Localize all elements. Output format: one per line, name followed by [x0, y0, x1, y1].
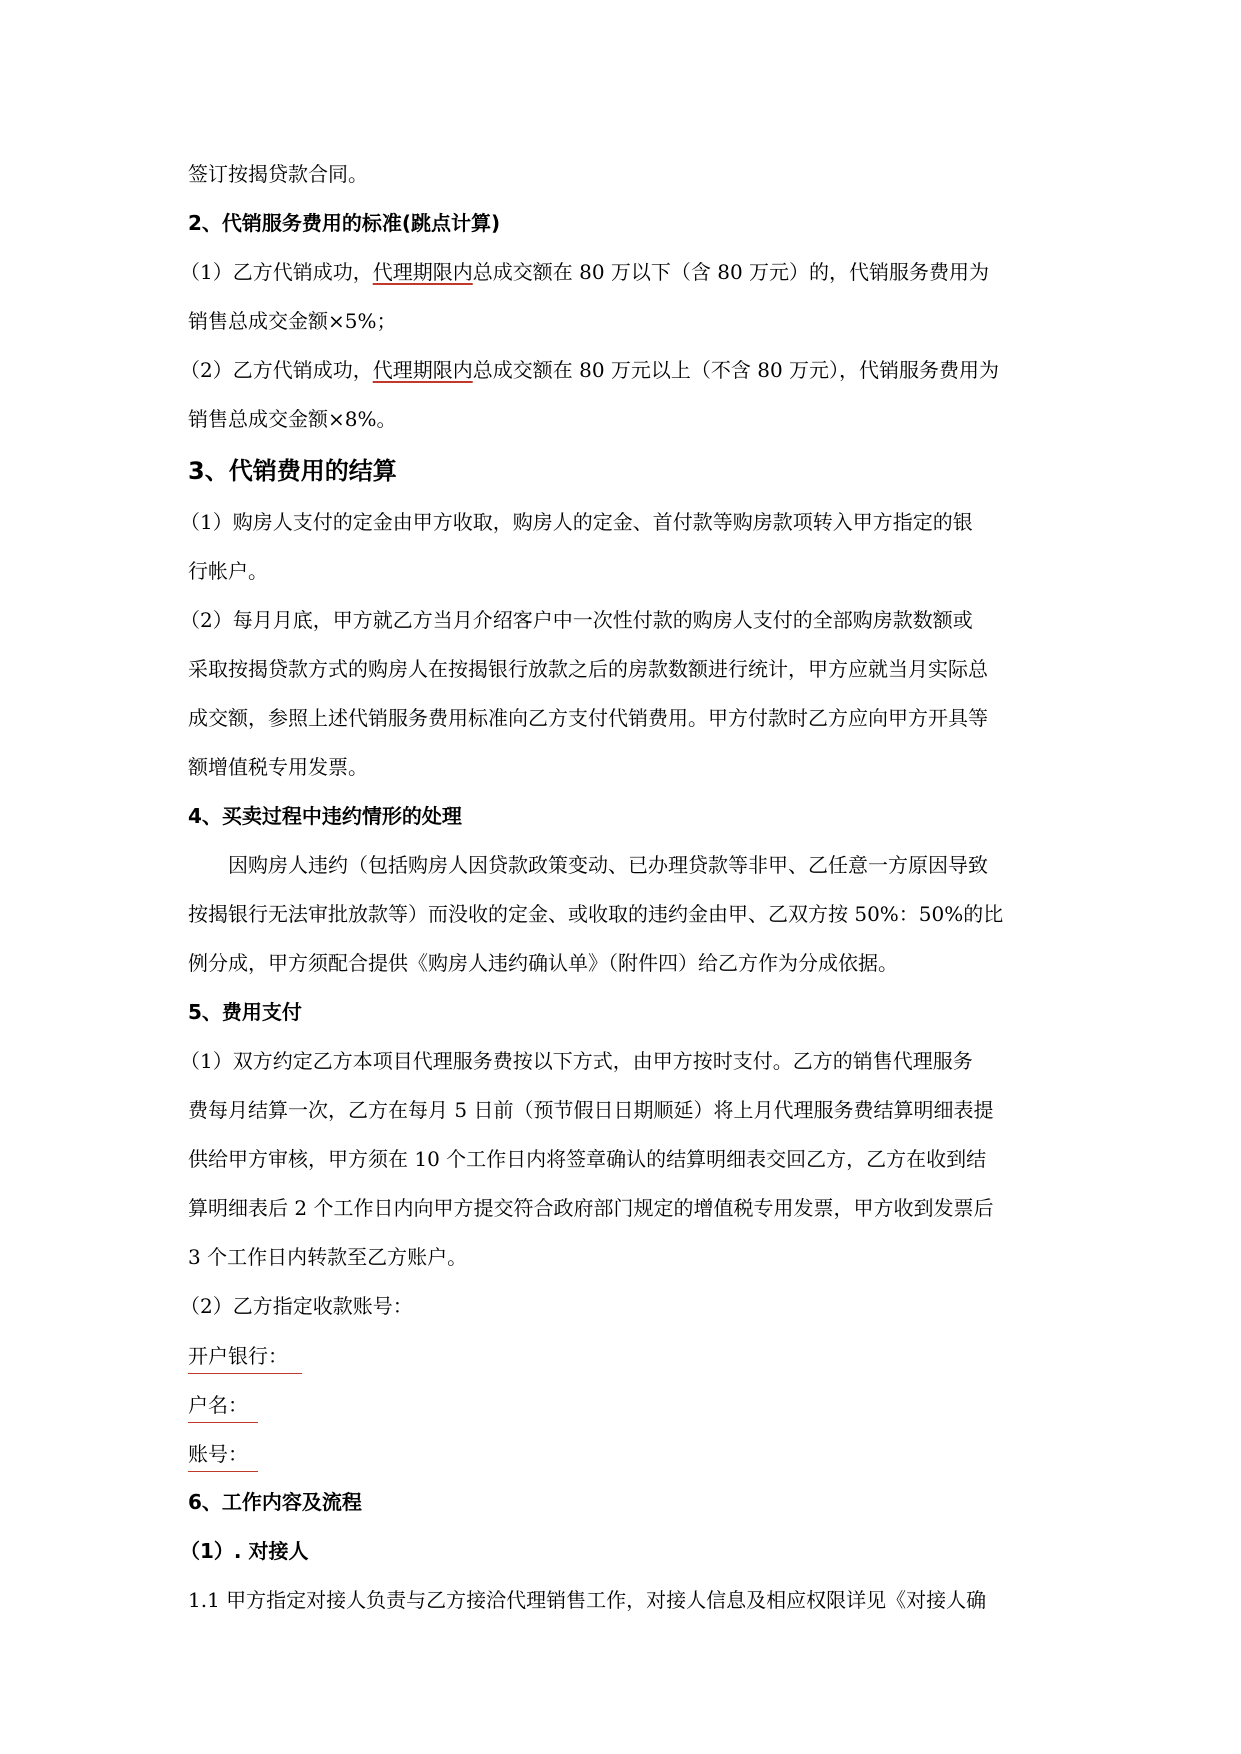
- clause-5-1-cont: 3 个工作日内转款至乙方账户。: [188, 1245, 468, 1269]
- clause-3-2-cont: 成交额，参照上述代销服务费用标准向乙方支付代销费用。甲方付款时乙方应向甲方开具等: [188, 706, 988, 730]
- clause-5-1-cont: 费每月结算一次，乙方在每月 5 日前（预节假日日期顺延）将上月代理服务费结算明细表提: [188, 1098, 994, 1122]
- section-heading-4: 4、买卖过程中违约情形的处理: [188, 804, 462, 828]
- clause-3-1-cont: 行帐户。: [188, 559, 268, 583]
- account-name-field-row: [188, 1380, 1058, 1429]
- section-heading-6: 6、工作内容及流程: [188, 1490, 362, 1514]
- clause-4: 因购房人违约（包括购房人因贷款政策变动、已办理贷款等非甲、乙任意一方原因导致: [228, 853, 988, 877]
- account-number-field[interactable]: 账号：: [188, 1437, 258, 1472]
- clause-6-1-1: 1.1 甲方指定对接人负责与乙方接洽代理销售工作，对接人信息及相应权限详见《对接人确: [188, 1588, 987, 1612]
- clause-3-2: （2）每月月底，甲方就乙方当月介绍客户中一次性付款的购房人支付的全部购房款数额或: [180, 608, 973, 632]
- clause-text: 总成交额在 80 万元以上（不含 80 万元），代销服务费用为: [472, 358, 1000, 382]
- clause-text: （2）乙方代销成功，: [180, 358, 373, 382]
- bank-field[interactable]: 开户银行：: [188, 1339, 302, 1374]
- clause-3-2-cont: 采取按揭贷款方式的购房人在按揭银行放款之后的房款数额进行统计，甲方应就当月实际总: [188, 657, 988, 681]
- clause-text: （1）乙方代销成功，: [180, 260, 373, 284]
- clause-5-2: （2）乙方指定收款账号：: [180, 1294, 413, 1318]
- paragraph: 签订按揭贷款合同。: [188, 162, 368, 186]
- document-page: [180, 150, 1058, 1625]
- section-heading-5: 5、费用支付: [188, 1000, 302, 1024]
- clause-2-1-cont: 销售总成交金额×5%；: [188, 309, 397, 333]
- clause-4-cont: 例分成，甲方须配合提供《购房人违约确认单》（附件四）给乙方作为分成依据。: [188, 951, 898, 975]
- clause-3-1: （1）购房人支付的定金由甲方收取，购房人的定金、首付款等购房款项转入甲方指定的银: [180, 510, 973, 534]
- underlined-term: 代理期限内: [372, 358, 473, 382]
- clause-5-1-cont: 算明细表后 2 个工作日内向甲方提交符合政府部门规定的增值税专用发票，甲方收到发票后: [188, 1196, 994, 1220]
- clause-5-1: （1）双方约定乙方本项目代理服务费按以下方式，由甲方按时支付。乙方的销售代理服务: [180, 1049, 973, 1073]
- clause-5-1-cont: 供给甲方审核，甲方须在 10 个工作日内将签章确认的结算明细表交回乙方，乙方在收到结: [188, 1147, 987, 1171]
- account-name-field[interactable]: 户名：: [188, 1388, 258, 1423]
- clause-text: 总成交额在 80 万以下（含 80 万元）的，代销服务费用为: [472, 260, 990, 284]
- section-heading-3: 3、代销费用的结算: [188, 457, 397, 485]
- clause-2-2: [180, 346, 1058, 395]
- account-number-field-row: [188, 1429, 1058, 1478]
- bank-field-row: [188, 1331, 1058, 1380]
- clause-2-1: [180, 248, 1058, 297]
- clause-4-cont: 按揭银行无法审批放款等）而没收的定金、或收取的违约金由甲、乙双方按 50%：50%的比: [188, 902, 1004, 926]
- subsection-heading-6-1: （1）. 对接人: [180, 1539, 309, 1563]
- clause-3-2-cont: 额增值税专用发票。: [188, 755, 368, 779]
- underlined-term: 代理期限内: [372, 260, 473, 284]
- section-heading-2: 2、代销服务费用的标准(跳点计算): [188, 211, 501, 235]
- clause-2-2-cont: 销售总成交金额×8%。: [188, 407, 397, 431]
